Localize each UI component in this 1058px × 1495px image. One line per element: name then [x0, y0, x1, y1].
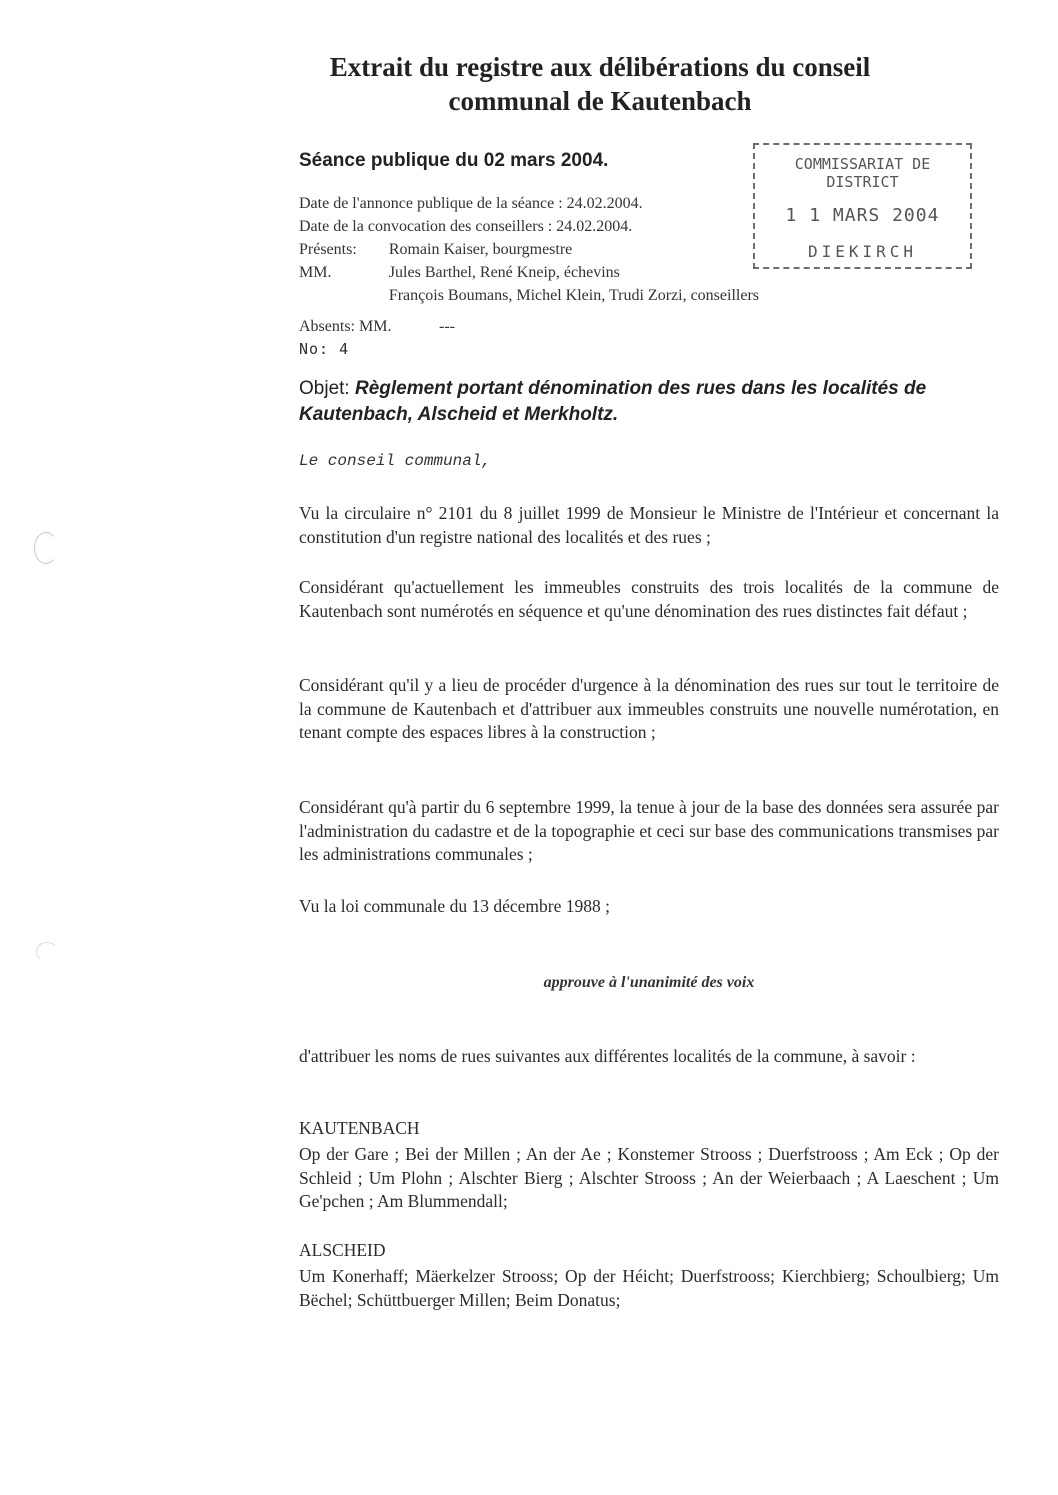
stamp-date: 1 1 MARS 2004	[785, 205, 940, 226]
stamp-office: COMMISSARIAT DE DISTRICT	[794, 155, 931, 191]
subject-label: Objet:	[299, 378, 350, 399]
present-mayor: Romain Kaiser, bourgmestre	[388, 241, 573, 258]
document-title	[260, 50, 940, 118]
paragraph-numbering: Considérant qu'actuellement les immeubles construits des trois localités de la commune de Kautenbach sont numérotés en séquence et qu'une dénomination des rues distinctes fait défaut ;	[299, 577, 999, 621]
absent-block	[299, 315, 759, 338]
announce-date: Date de l'annonce publique de la séance : 24.02.2004.	[299, 195, 643, 212]
scan-mark	[34, 532, 58, 564]
paragraph-cadastre: Considérant qu'à partir du 6 septembre 1999, la tenue à jour de la base des données sera assurée par l'administration du cadastre et de la topographie et ceci sur base des communications transmises par les administrations communales ;	[299, 797, 999, 864]
council-intro: Le conseil communal,	[299, 452, 492, 470]
alscheid-streets: Um Konerhaff; Mäerkelzer Strooss; Op der Héicht; Duerfstrooss; Kierchbierg; Schoulbierg; Um Bëchel; Schüttbuerger Millen; Beim Donatus;	[299, 1266, 999, 1310]
present-councillors: François Boumans, Michel Klein, Trudi Zorzi, conseillers	[388, 287, 759, 304]
subject-text: Règlement portant dénomination des rues dans les localités de Kautenbach, Alscheid et Merkholtz.	[299, 378, 927, 425]
district-stamp	[753, 143, 972, 269]
present-aldermen: Jules Barthel, René Kneip, échevins	[388, 264, 620, 281]
session-title: Séance publique du 02 mars 2004.	[299, 150, 609, 171]
session-details	[299, 192, 759, 361]
convocation-date: Date de la convocation des conseillers : 24.02.2004.	[299, 218, 633, 235]
paragraph-law: Vu la loi communale du 13 décembre 1988 ;	[299, 896, 610, 916]
present-label: Présents: MM.	[299, 241, 357, 281]
present-names	[389, 238, 759, 307]
approval-statement: approuve à l'unanimité des voix	[543, 974, 755, 991]
scan-mark	[36, 942, 58, 962]
absent-label: Absents: MM.	[299, 318, 392, 335]
absent-value: ---	[439, 318, 455, 335]
stamp-city: DIEKIRCH	[807, 242, 918, 261]
kautenbach-heading: KAUTENBACH	[299, 1118, 420, 1138]
title-line-2: communal de Kautenbach	[448, 86, 752, 116]
title-line-1: Extrait du registre aux délibérations du conseil	[329, 52, 871, 82]
paragraph-attribution: d'attribuer les noms de rues suivantes aux différentes localités de la commune, à savoir :	[299, 1046, 916, 1066]
present-block	[299, 238, 759, 307]
kautenbach-streets: Op der Gare ; Bei der Millen ; An der Ae ; Konstemer Strooss ; Duerfstrooss ; Am Eck ; Op der Schleid ; Um Plohn ; Alschter Bierg ; Alschter Strooss ; An der Weierbaach ; A Laeschent ; Um Ge'pchen ; Am Blummendall;	[299, 1144, 999, 1211]
paragraph-urgency: Considérant qu'il y a lieu de procéder d'urgence à la dénomination des rues sur tout le territoire de la commune de Kautenbach et d'attribuer aux immeubles construits une nouvelle numérotation, en tenant compte des espaces libres à la construction ;	[299, 675, 999, 742]
alscheid-heading: ALSCHEID	[299, 1240, 386, 1260]
deliberation-number: No: 4	[299, 340, 350, 358]
paragraph-circular: Vu la circulaire n° 2101 du 8 juillet 1999 de Monsieur le Ministre de l'Intérieur et concernant la constitution d'un registre national des localités et des rues ;	[299, 503, 999, 547]
subject	[299, 376, 999, 428]
